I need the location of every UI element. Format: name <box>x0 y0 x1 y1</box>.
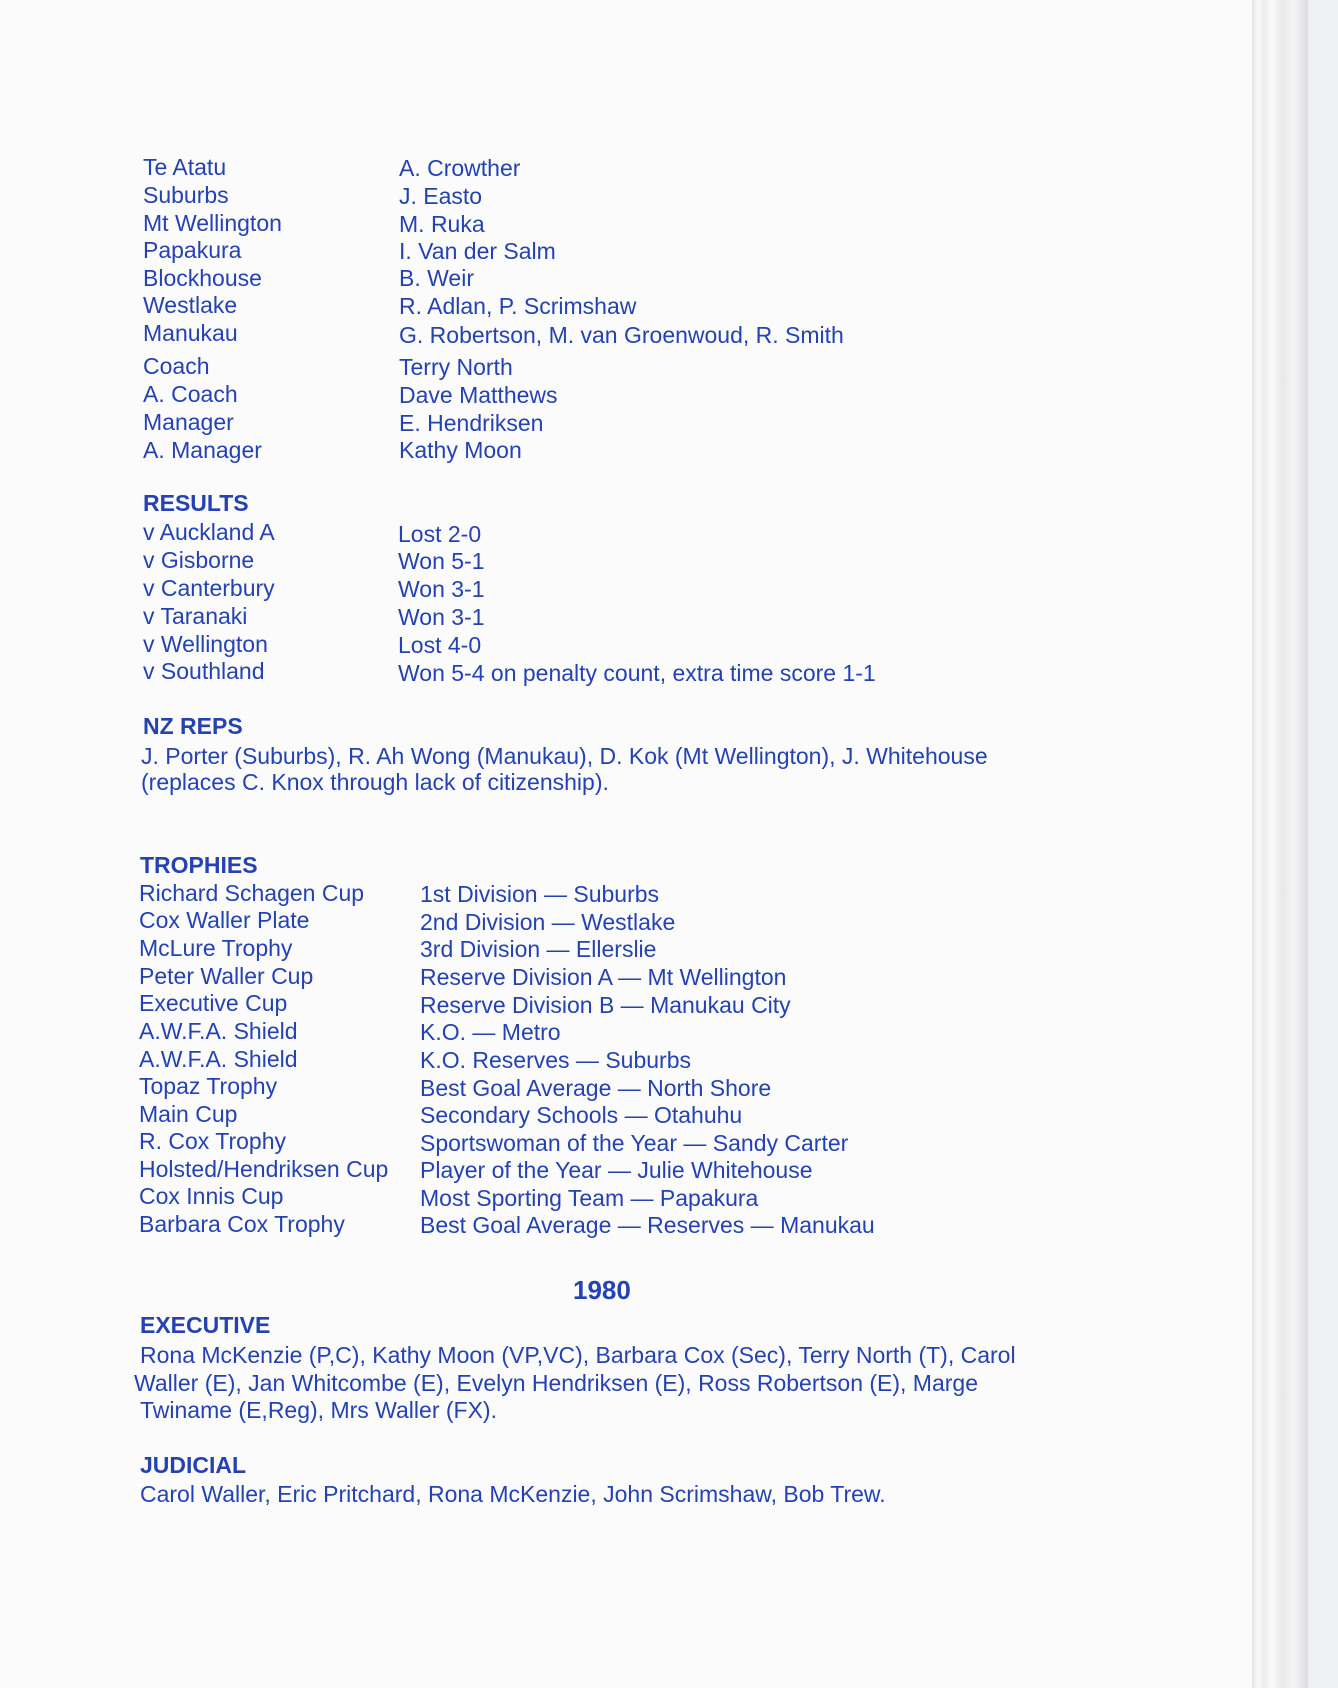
executive-line: Waller (E), Jan Whitcombe (E), Evelyn Hendriksen (E), Ross Robertson (E), Marge <box>134 1370 979 1396</box>
trophy-name: A.W.F.A. Shield <box>139 1018 298 1044</box>
result-outcome: Lost 2-0 <box>398 521 482 547</box>
trophy-winner: Player of the Year — Julie Whitehouse <box>420 1157 813 1183</box>
team-role: Te Atatu <box>143 154 227 180</box>
trophy-name: Executive Cup <box>139 990 288 1016</box>
trophy-name: Cox Waller Plate <box>139 907 310 933</box>
team-role: Papakura <box>143 237 242 263</box>
year-heading: 1980 <box>573 1275 631 1305</box>
team-names: A. Crowther <box>399 155 521 181</box>
trophy-name: Main Cup <box>139 1101 238 1127</box>
team-role: Coach <box>143 353 210 379</box>
team-role: Manukau <box>143 320 238 346</box>
result-outcome: Lost 4-0 <box>398 632 482 658</box>
executive-line: Rona McKenzie (P,C), Kathy Moon (VP,VC), Barbara Cox (Sec), Terry North (T), Carol <box>140 1342 1016 1368</box>
trophy-name: R. Cox Trophy <box>139 1128 286 1154</box>
result-outcome: Won 3-1 <box>398 576 485 602</box>
team-names: M. Ruka <box>399 211 485 237</box>
result-opponent: v Southland <box>143 658 265 684</box>
team-role: Blockhouse <box>143 265 262 291</box>
result-opponent: v Auckland A <box>143 519 275 545</box>
trophy-name: Cox Innis Cup <box>139 1183 284 1209</box>
trophy-name: Peter Waller Cup <box>139 963 314 989</box>
team-names: Terry North <box>399 354 513 380</box>
trophy-winner: Most Sporting Team — Papakura <box>420 1185 759 1211</box>
trophy-name: Barbara Cox Trophy <box>139 1211 345 1237</box>
trophy-name: Holsted/Hendriksen Cup <box>139 1156 389 1182</box>
trophy-winner: 1st Division — Suburbs <box>420 881 660 907</box>
executive-heading: EXECUTIVE <box>140 1312 271 1338</box>
trophy-winner: K.O. — Metro <box>420 1019 561 1045</box>
trophy-name: Topaz Trophy <box>139 1073 278 1099</box>
team-role: Mt Wellington <box>143 210 282 236</box>
trophies-heading: TROPHIES <box>140 852 258 878</box>
team-names: I. Van der Salm <box>399 238 556 264</box>
result-opponent: v Canterbury <box>143 575 275 601</box>
trophy-winner: 2nd Division — Westlake <box>420 909 676 935</box>
team-role: Westlake <box>143 292 238 318</box>
trophy-winner: Best Goal Average — North Shore <box>420 1075 772 1101</box>
trophy-winner: Sportswoman of the Year — Sandy Carter <box>420 1130 849 1156</box>
team-role: A. Coach <box>143 381 238 407</box>
result-opponent: v Taranaki <box>143 603 248 629</box>
team-names: B. Weir <box>399 265 474 291</box>
result-opponent: v Gisborne <box>143 547 255 573</box>
results-heading: RESULTS <box>143 490 249 516</box>
trophy-name: Richard Schagen Cup <box>139 880 365 906</box>
team-role: A. Manager <box>143 437 262 463</box>
trophy-winner: Reserve Division B — Manukau City <box>420 992 791 1018</box>
nz-reps-heading: NZ REPS <box>143 713 243 739</box>
judicial-heading: JUDICIAL <box>140 1452 247 1478</box>
team-role: Manager <box>143 409 234 435</box>
executive-line: Twiname (E,Reg), Mrs Waller (FX). <box>140 1397 497 1423</box>
nz-reps-line: J. Porter (Suburbs), R. Ah Wong (Manukau), D. Kok (Mt Wellington), J. Whitehouse <box>141 743 988 769</box>
trophy-name: McLure Trophy <box>139 935 293 961</box>
trophy-winner: Reserve Division A — Mt Wellington <box>420 964 787 990</box>
team-role: Suburbs <box>143 182 229 208</box>
judicial-line: Carol Waller, Eric Pritchard, Rona McKenzie, John Scrimshaw, Bob Trew. <box>140 1481 886 1507</box>
page-edge <box>1252 0 1308 1688</box>
trophy-winner: Secondary Schools — Otahuhu <box>420 1102 743 1128</box>
result-outcome: Won 3-1 <box>398 604 485 630</box>
team-names: Kathy Moon <box>399 437 522 463</box>
team-names: R. Adlan, P. Scrimshaw <box>399 293 637 319</box>
trophy-name: A.W.F.A. Shield <box>139 1046 298 1072</box>
team-names: Dave Matthews <box>399 382 558 408</box>
team-names: E. Hendriksen <box>399 410 544 436</box>
trophy-winner: Best Goal Average — Reserves — Manukau <box>420 1212 875 1238</box>
trophy-winner: 3rd Division — Ellerslie <box>420 936 657 962</box>
nz-reps-line: (replaces C. Knox through lack of citizenship). <box>141 769 609 795</box>
team-names: G. Robertson, M. van Groenwoud, R. Smith <box>399 322 844 348</box>
result-outcome: Won 5-1 <box>398 548 485 574</box>
team-names: J. Easto <box>399 183 483 209</box>
result-opponent: v Wellington <box>143 631 268 657</box>
trophy-winner: K.O. Reserves — Suburbs <box>420 1047 691 1073</box>
result-outcome: Won 5-4 on penalty count, extra time score 1-1 <box>398 660 876 686</box>
